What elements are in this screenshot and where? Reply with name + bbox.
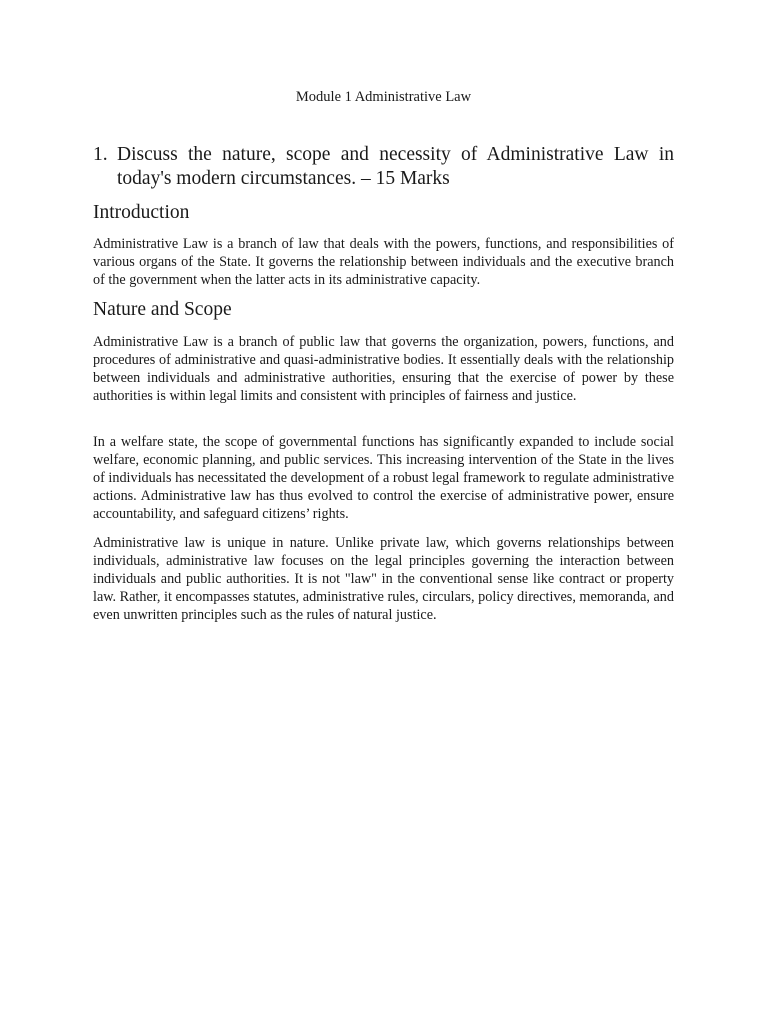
section-heading-nature-and-scope: Nature and Scope (93, 299, 232, 320)
document-header: Module 1 Administrative Law (295, 89, 472, 105)
question-number: 1. (93, 144, 108, 165)
paragraph-nature-1: Administrative Law is a branch of public law that governs the organization, powers, functions, and procedures of administrative and quasi-administrative bodies. It essentially deals with the relationship between individuals and administrative authorities, ensuring that the exercise of power by these authorities is within legal limits and consistent with principles of fairness and justice. (93, 334, 674, 404)
paragraph-nature-3: Administrative law is unique in nature. Unlike private law, which governs relationships between individuals, administrative law focuses on the legal principles governing the interaction between individuals and public authorities. It is not "law" in the conventional sense like contract or property law. Rather, it encompasses statutes, administrative rules, circulars, policy directives, memoranda, and even unwritten principles such as the rules of natural justice. (93, 535, 674, 623)
paragraph-nature-2: In a welfare state, the scope of governmental functions has significantly expanded to include social welfare, economic planning, and public services. This increasing intervention of the State in the lives of individuals has necessitated the development of a robust legal framework to regulate administrative actions. Administrative law has thus evolved to control the exercise of administrative power, ensure accountability, and safeguard citizens’ rights. (93, 434, 674, 522)
question-text: Discuss the nature, scope and necessity of Administrative Law in today's modern circumstances. – 15 Marks (117, 144, 674, 189)
question-heading (93, 143, 674, 191)
section-heading-introduction: Introduction (93, 202, 190, 223)
paragraph-introduction: Administrative Law is a branch of law that deals with the powers, functions, and responsibilities of various organs of the State. It governs the relationship between individuals and the executive branch of the government when the latter acts in its administrative capacity. (93, 236, 674, 288)
